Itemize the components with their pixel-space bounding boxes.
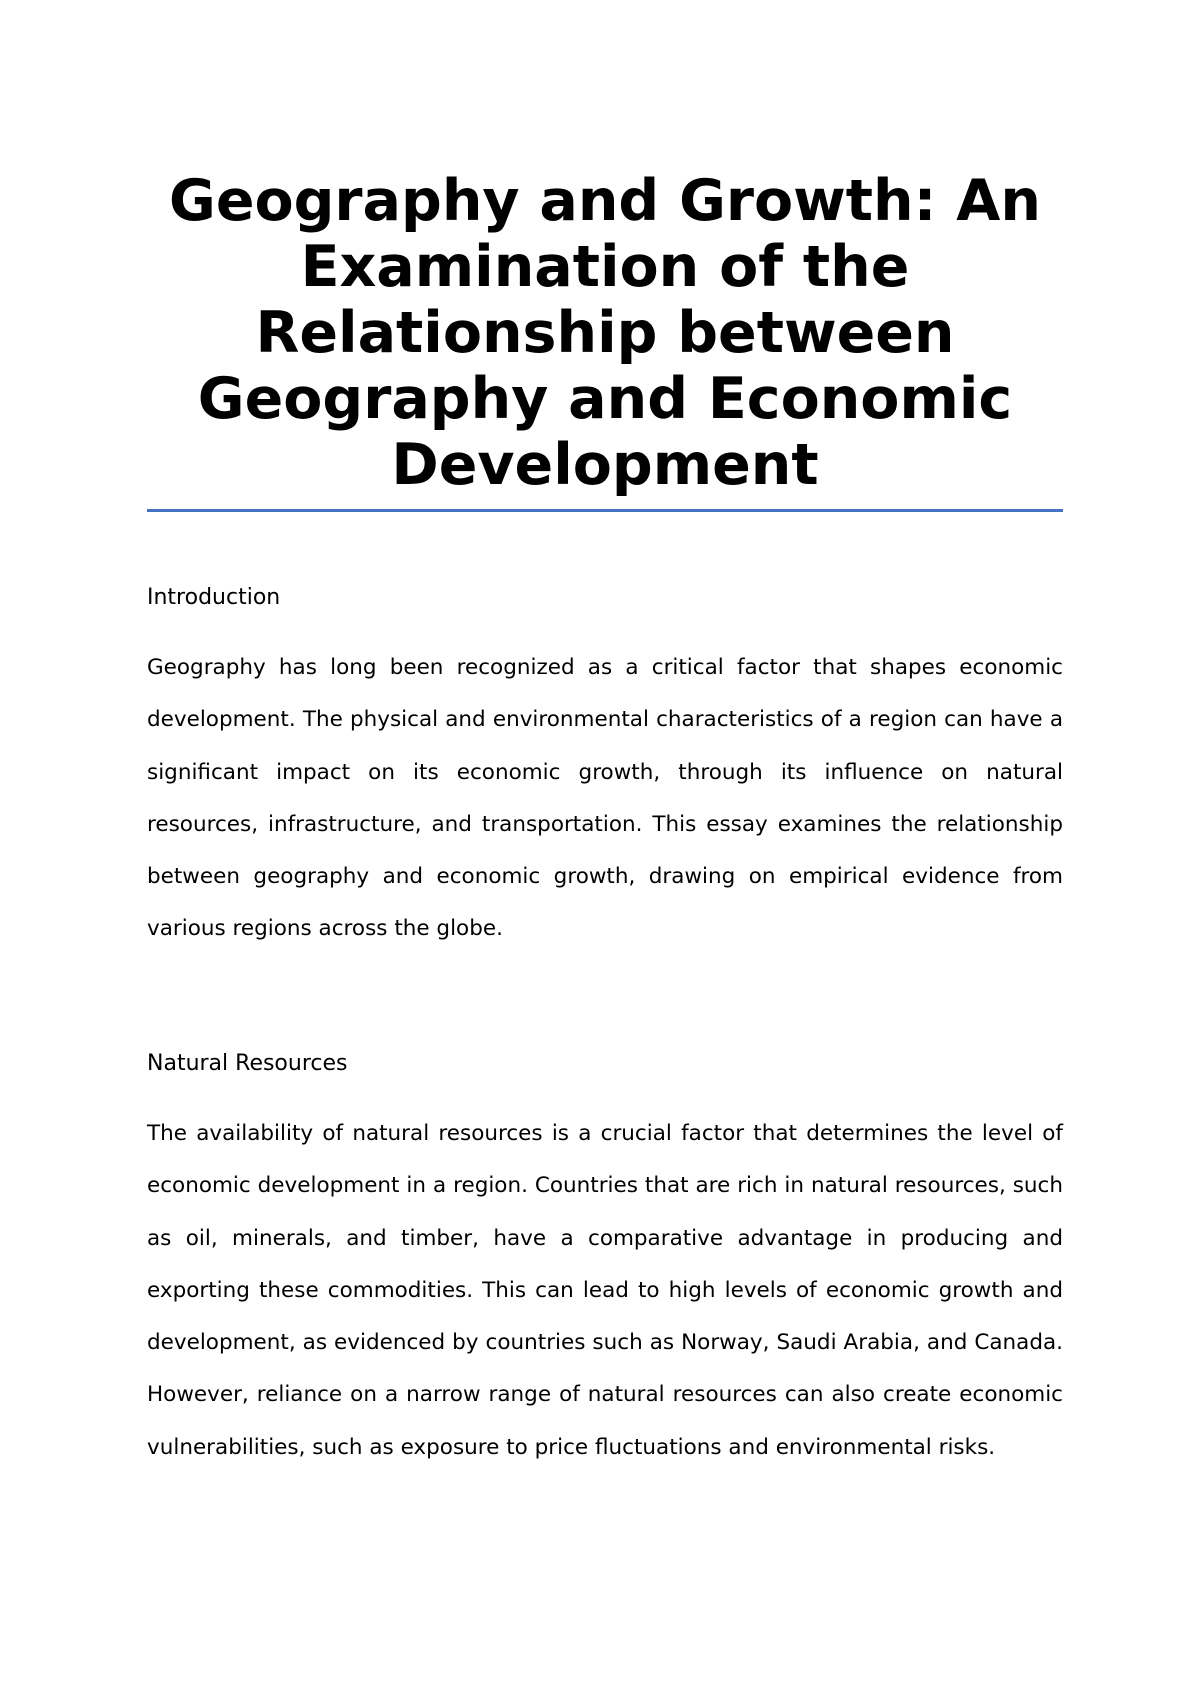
title-underline-rule (147, 509, 1063, 512)
section-body-natural-resources: The availability of natural resources is a crucial factor that determines the level of economic development in a region. Countries that are rich in natural resources, such as oil, minerals, and timber, have a comparative advantage in producing and exporting these commodities. This can lead to high levels of economic growth and development, as evidenced by countries such as Norway, Saudi Arabia, and Canada. However, reliance on a narrow range of natural resources can also create economic vulnerabilities, such as exposure to price fluctuations and environmental risks. (147, 1121, 1063, 1460)
section-body-introduction: Geography has long been recognized as a critical factor that shapes economic development. The physical and environmental characteristics of a region can have a significant impact on its economic growth, through its influence on natural resources, infrastructure, and transportation. This essay examines the relationship between geography and economic growth, drawing on empirical evidence from various regions across the globe. (147, 655, 1063, 942)
section-heading-natural-resources: Natural Resources (147, 1051, 348, 1076)
document-title: Geography and Growth: An Examination of the Relationship between Geography and Economic Development (169, 168, 1041, 498)
section-heading-introduction: Introduction (147, 585, 281, 610)
